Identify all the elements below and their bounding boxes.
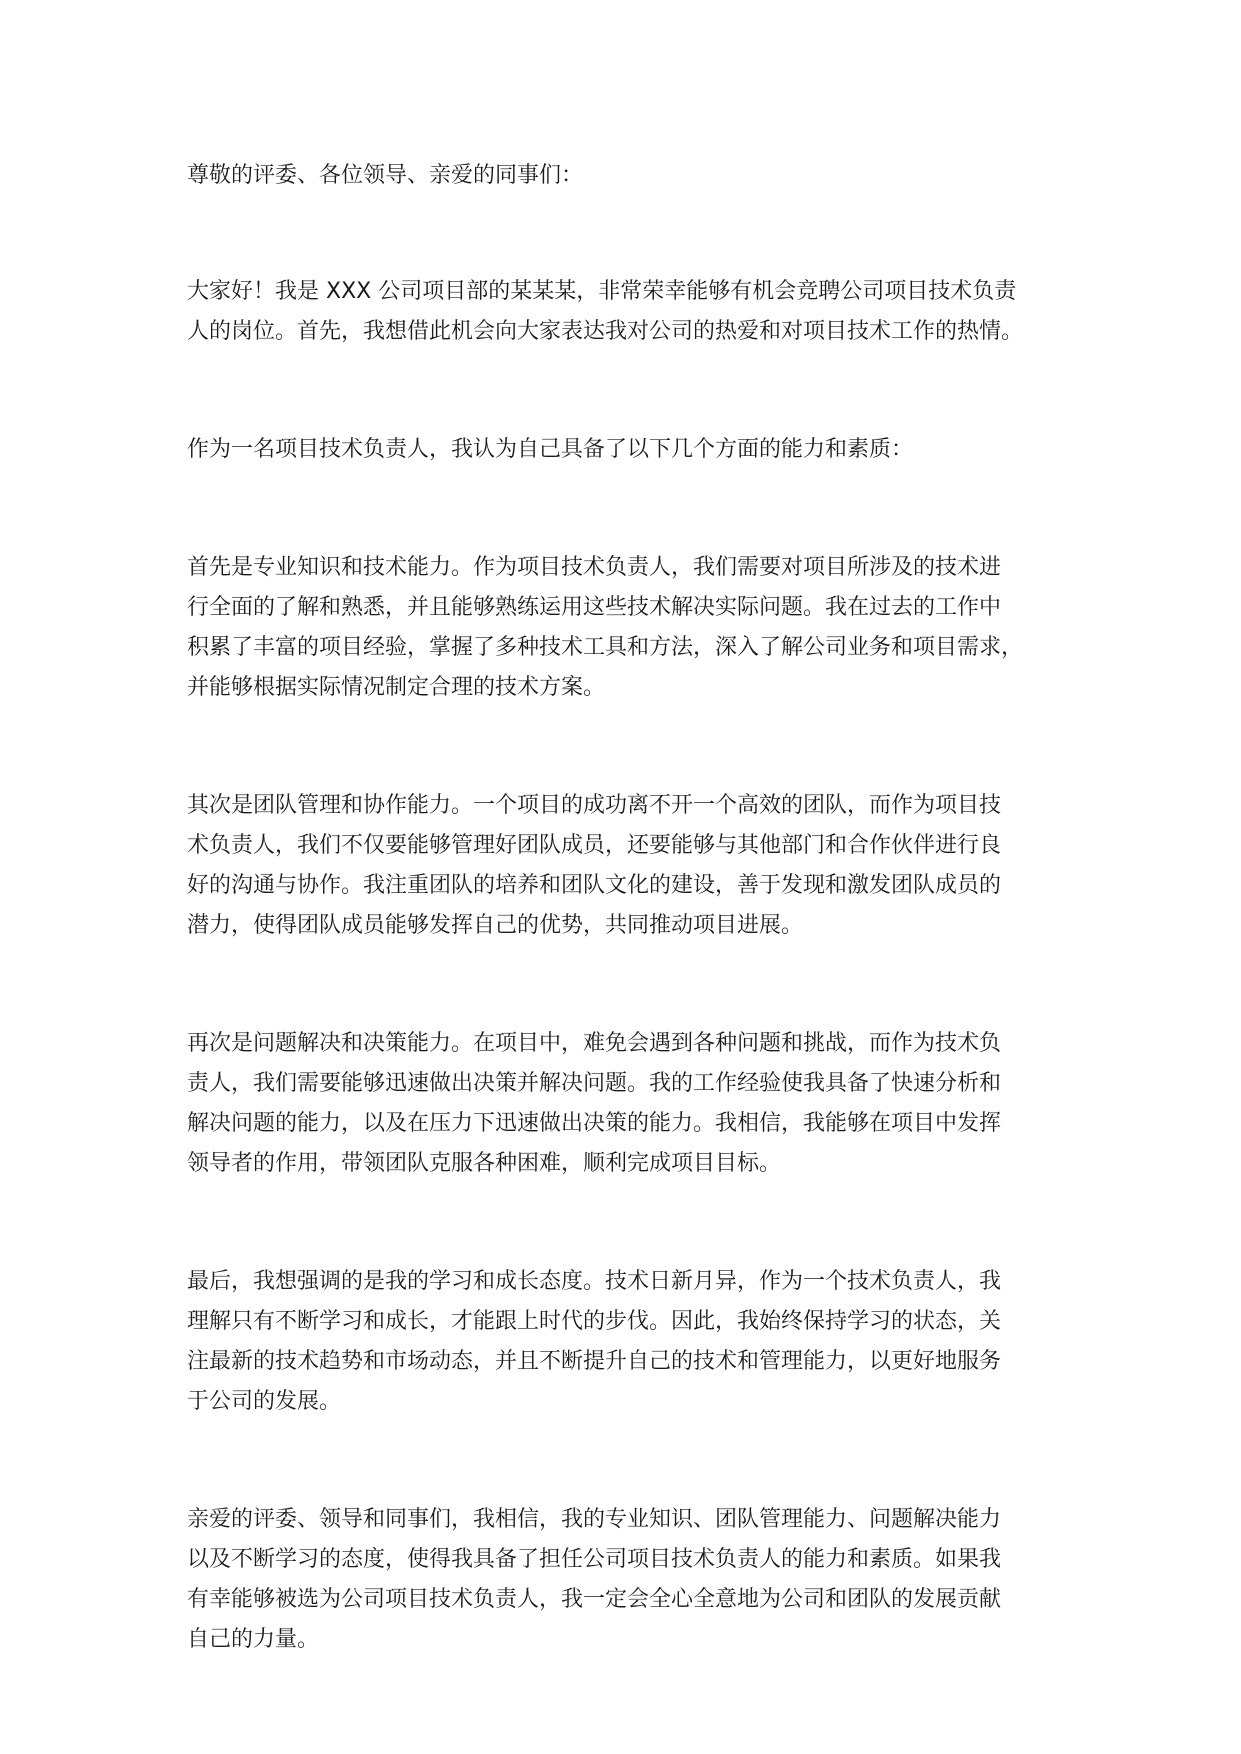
text-line: 领导者的作用，带领团队克服各种困难，顺利完成项目目标。 — [187, 1151, 782, 1176]
speech-body — [187, 156, 1087, 1660]
text-line: 术负责人，我们不仅要能够管理好团队成员，还要能够与其他部门和合作伙伴进行良 — [187, 833, 1002, 858]
paragraph-intro — [187, 272, 1087, 352]
paragraph-problem-solving — [187, 1024, 1087, 1184]
text-line: 注最新的技术趋势和市场动态，并且不断提升自己的技术和管理能力，以更好地服务 — [187, 1349, 1002, 1374]
text-line: 作为一名项目技术负责人，我认为自己具备了以下几个方面的能力和素质： — [187, 437, 914, 462]
text-line: 最后，我想强调的是我的学习和成长态度。技术日新月异，作为一个技术负责人，我 — [187, 1269, 1002, 1294]
text-line: 亲爱的评委、领导和同事们，我相信，我的专业知识、团队管理能力、问题解决能力 — [187, 1507, 1002, 1532]
text-line: 好的沟通与协作。我注重团队的培养和团队文化的建设，善于发现和激发团队成员的 — [187, 873, 1002, 898]
paragraph-closing — [187, 1500, 1087, 1660]
text-line: 理解只有不断学习和成长，才能跟上时代的步伐。因此，我始终保持学习的状态，关 — [187, 1309, 1002, 1334]
text-line: 潜力，使得团队成员能够发挥自己的优势，共同推动项目进展。 — [187, 913, 804, 938]
text-line: 自己的力量。 — [187, 1627, 320, 1652]
text-line: 积累了丰富的项目经验，掌握了多种技术工具和方法，深入了解公司业务和项目需求， — [187, 635, 1024, 660]
text-line: 解决问题的能力，以及在压力下迅速做出决策的能力。我相信，我能够在项目中发挥 — [187, 1111, 1002, 1136]
text-line: 尊敬的评委、各位领导、亲爱的同事们： — [187, 163, 584, 188]
salutation — [187, 156, 1087, 196]
text-line: 大家好！我是 XXX 公司项目部的某某某，非常荣幸能够有机会竞聘公司项目技术负责 — [187, 279, 1017, 304]
text-line: 有幸能够被选为公司项目技术负责人，我一定会全心全意地为公司和团队的发展贡献 — [187, 1587, 1002, 1612]
text-line: 责人，我们需要能够迅速做出决策并解决问题。我的工作经验使我具备了快速分析和 — [187, 1071, 1002, 1096]
text-line: 其次是团队管理和协作能力。一个项目的成功离不开一个高效的团队，而作为项目技 — [187, 793, 1002, 818]
paragraph-technical-ability — [187, 548, 1087, 708]
paragraph-overview — [187, 430, 1087, 470]
paragraph-team-management — [187, 786, 1087, 946]
text-line: 于公司的发展。 — [187, 1389, 342, 1414]
text-line: 再次是问题解决和决策能力。在项目中，难免会遇到各种问题和挑战，而作为技术负 — [187, 1031, 1002, 1056]
text-line: 并能够根据实际情况制定合理的技术方案。 — [187, 675, 606, 700]
paragraph-learning-attitude — [187, 1262, 1087, 1422]
text-line: 人的岗位。首先，我想借此机会向大家表达我对公司的热爱和对项目技术工作的热情。 — [187, 319, 1024, 344]
text-line: 以及不断学习的态度，使得我具备了担任公司项目技术负责人的能力和素质。如果我 — [187, 1547, 1002, 1572]
text-line: 首先是专业知识和技术能力。作为项目技术负责人，我们需要对项目所涉及的技术进 — [187, 555, 1002, 580]
text-line: 行全面的了解和熟悉，并且能够熟练运用这些技术解决实际问题。我在过去的工作中 — [187, 595, 1002, 620]
